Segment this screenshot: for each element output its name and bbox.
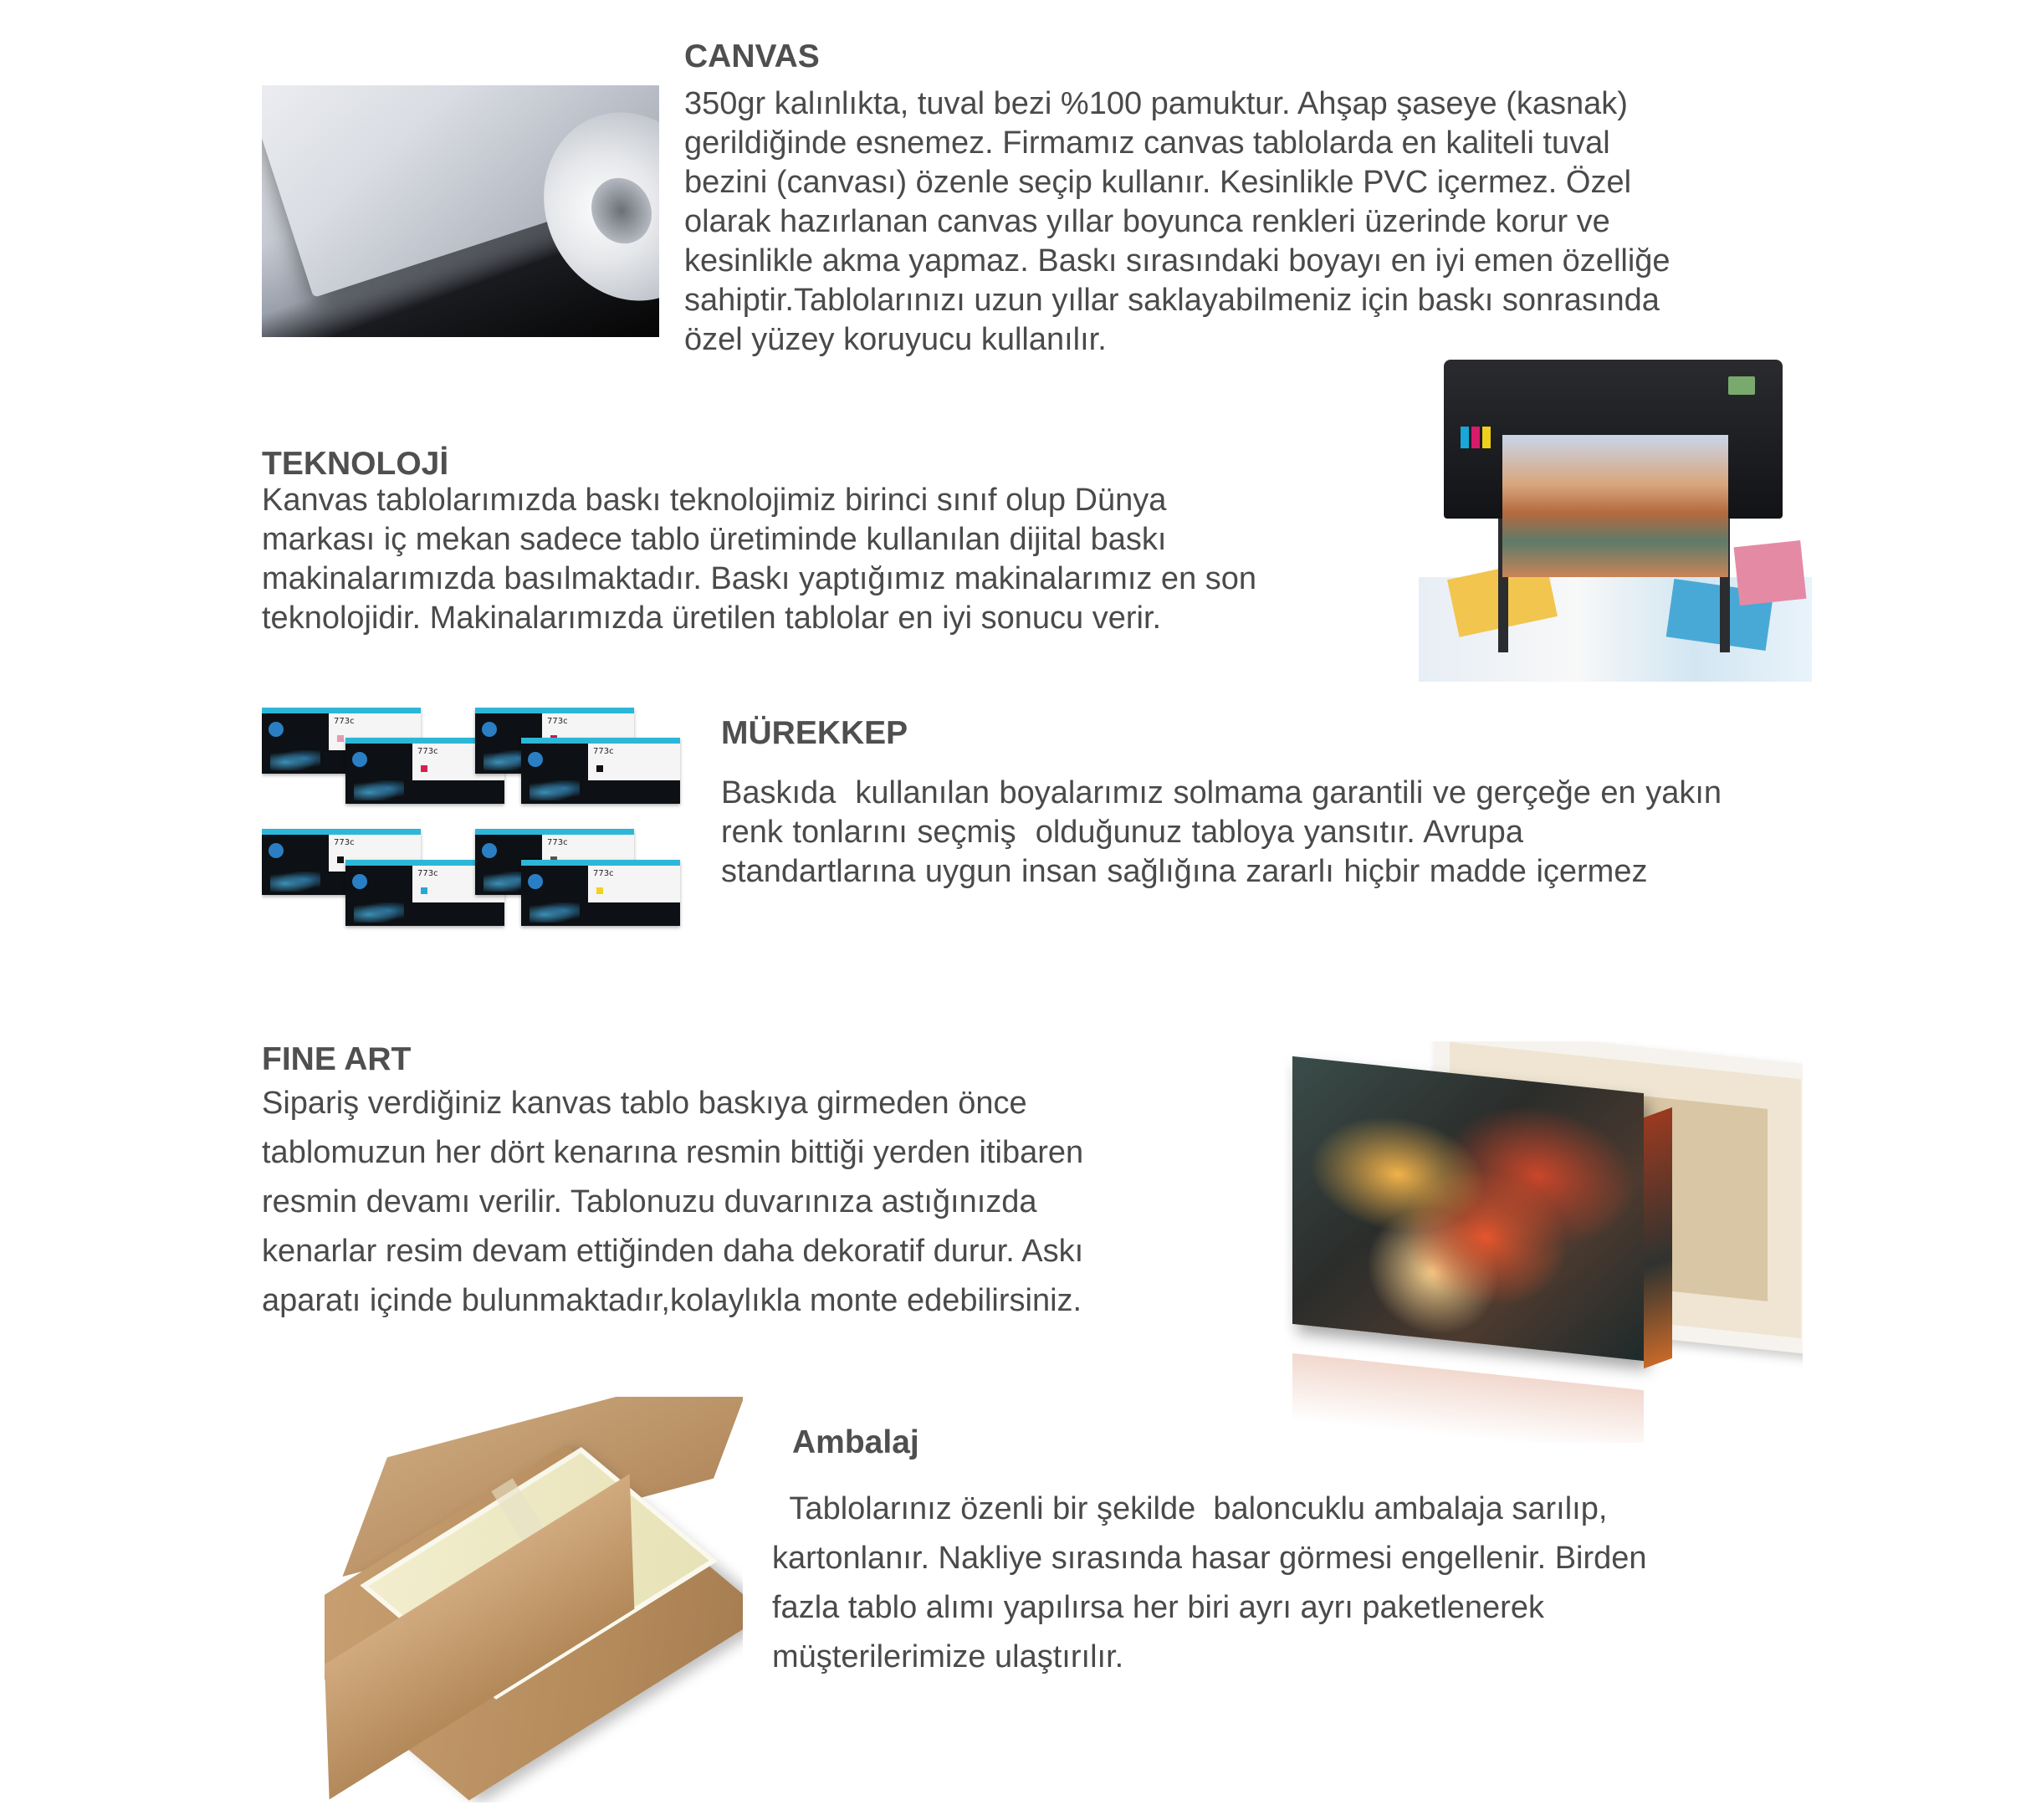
murekkep-line: renk tonlarını seçmiş olduğunuz tabloya yansıtır. Avrupa <box>721 815 1523 850</box>
canvas-line: olarak hazırlanan canvas yıllar boyunca renkleri üzerinde korur ve <box>684 204 1610 239</box>
murekkep-line: Baskıda kullanılan boyalarımız solmama garantili ve gerçeğe en yakın <box>721 775 1722 810</box>
ambalaj-line: kartonlanır. Nakliye sırasında hasar görmesi engellenir. Birden <box>772 1541 1647 1576</box>
fineart-line: tablomuzun her dört kenarına resmin bittiği yerden itibaren <box>262 1135 1084 1170</box>
ink-cartridges-image <box>262 708 684 938</box>
ambalaj-line: müşterilerimize ulaştırılır. <box>772 1639 1124 1674</box>
teknoloji-heading: TEKNOLOJİ <box>262 446 449 482</box>
ambalaj-description <box>772 1485 1647 1682</box>
fineart-line: resmin devamı verilir. Tablonuzu duvarınıza astığınızda <box>262 1184 1037 1219</box>
teknoloji-line: markası iç mekan sadece tablo üretiminde kullanılan dijital baskı <box>262 522 1167 557</box>
fineart-description <box>262 1079 1083 1326</box>
fineart-heading: FINE ART <box>262 1041 412 1077</box>
murekkep-description <box>721 774 1722 892</box>
canvas-description <box>684 84 1671 360</box>
ambalaj-line: Tablolarınız özenli bir şekilde baloncuklu ambalaja sarılıp, <box>772 1491 1608 1526</box>
canvas-roll-image <box>262 85 659 337</box>
fine-art-canvas-image <box>1284 1041 1803 1443</box>
teknoloji-line: Kanvas tablolarımızda baskı teknolojimiz birinci sınıf olup Dünya <box>262 483 1167 518</box>
printer-image <box>1419 360 1812 682</box>
canvas-heading: CANVAS <box>684 38 820 74</box>
fineart-line: aparatı içinde bulunmaktadır,kolaylıkla monte edebilirsiniz. <box>262 1283 1082 1318</box>
canvas-line: kesinlikle akma yapmaz. Baskı sırasındaki boyayı en iyi emen özelliğe <box>684 243 1671 279</box>
teknoloji-line: teknolojidir. Makinalarımızda üretilen tablolar en iyi sonucu verir. <box>262 601 1162 636</box>
packaging-box-image <box>325 1397 743 1802</box>
murekkep-heading: MÜREKKEP <box>721 715 908 751</box>
canvas-line: sahiptir.Tablolarınızı uzun yıllar saklayabilmeniz için baskı sonrasında <box>684 283 1660 318</box>
canvas-line: 350gr kalınlıkta, tuval bezi %100 pamuktur. Ahşap şaseye (kasnak) <box>684 86 1628 121</box>
teknoloji-line: makinalarımızda basılmaktadır. Baskı yaptığımız makinalarımız en son <box>262 561 1257 596</box>
canvas-line: bezini (canvası) özenle seçip kullanır. Kesinlikle PVC içermez. Özel <box>684 165 1632 200</box>
ambalaj-line: fazla tablo alımı yapılırsa her biri ayrı ayrı paketlenerek <box>772 1590 1544 1625</box>
murekkep-line: standartlarına uygun insan sağlığına zararlı hiçbir madde içermez <box>721 854 1648 889</box>
canvas-line: özel yüzey koruyucu kullanılır. <box>684 322 1107 357</box>
fineart-line: Sipariş verdiğiniz kanvas tablo baskıya girmeden önce <box>262 1086 1027 1121</box>
canvas-line: gerildiğinde esnemez. Firmamız canvas tablolarda en kaliteli tuval <box>684 125 1610 161</box>
teknoloji-description <box>262 481 1256 638</box>
ambalaj-heading: Ambalaj <box>792 1424 919 1460</box>
fineart-line: kenarlar resim devam ettiğinden daha dekoratif durur. Askı <box>262 1234 1084 1269</box>
